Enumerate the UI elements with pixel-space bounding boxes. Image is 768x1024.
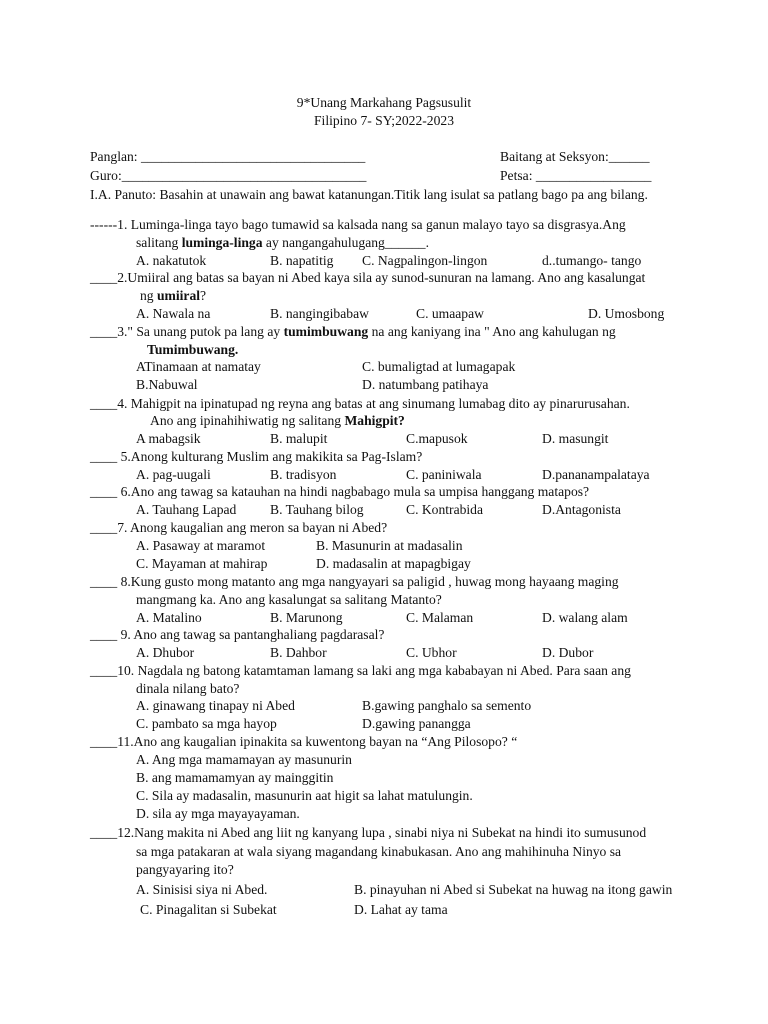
q1-choice-c: C. Nagpalingon-lingon bbox=[362, 253, 488, 268]
q9-choice-d: D. Dubor bbox=[542, 645, 594, 660]
q11-choice-d: D. sila ay mga mayayayaman. bbox=[136, 806, 300, 821]
q2-choice-c: C. umaapaw bbox=[416, 306, 484, 321]
q6-text: ____ 6.Ano ang tawag sa katauhan na hindi nagbabago mula sa umpisa hanggang matapos? bbox=[90, 484, 590, 499]
q8-choice-c: C. Malaman bbox=[406, 610, 474, 625]
q4-choice-b: B. malupit bbox=[270, 431, 328, 446]
q10-choice-a: A. ginawang tinapay ni Abed bbox=[136, 698, 295, 713]
q9-text: ____ 9. Ano ang tawag sa pantanghaliang pagdarasal? bbox=[90, 627, 385, 642]
q10-choice-d: D.gawing panangga bbox=[362, 716, 471, 731]
q3-choice-a: ATinamaan at namatay bbox=[136, 359, 261, 374]
q11-text: ____11.Ano ang kaugalian ipinakita sa kuwentong bayan na “Ang Pilosopo? “ bbox=[90, 734, 518, 749]
q12-choice-a: A. Sinisisi siya ni Abed. bbox=[136, 882, 268, 897]
q7-choice-c: C. Mayaman at mahirap bbox=[136, 556, 268, 571]
q4-text: ____4. Mahigpit na ipinatupad ng reyna ang batas at ang sinumang lumabag dito ay pinarurusahan. bbox=[90, 396, 630, 411]
q6-choice-a: A. Tauhang Lapad bbox=[136, 502, 237, 517]
q1-choice-b: B. napatitig bbox=[270, 253, 334, 268]
q1-choice-a: A. nakatutok bbox=[136, 253, 207, 268]
q11-choice-c: C. Sila ay madasalin, masunurin aat higit sa lahat matulungin. bbox=[136, 788, 473, 803]
q4-text-2: Ano ang ipinahihiwatig ng salitang Mahigpit? bbox=[150, 413, 405, 428]
q10-text-2: dinala nilang bato? bbox=[136, 681, 240, 696]
q12-text-3: pangyayaring ito? bbox=[136, 862, 234, 877]
q3-choice-d: D. natumbang patihaya bbox=[362, 377, 489, 392]
exam-subtitle: Filipino 7- SY;2022-2023 bbox=[314, 113, 454, 128]
q2-choice-b: B. nangingibabaw bbox=[270, 306, 369, 321]
q5-text: ____ 5.Anong kulturang Muslim ang makikita sa Pag-Islam? bbox=[90, 449, 423, 464]
q8-text-2: mangmang ka. Ano ang kasalungat sa salitang Matanto? bbox=[136, 592, 442, 607]
q3-choice-c: C. bumaligtad at lumagapak bbox=[362, 359, 516, 374]
teacher-field bbox=[90, 168, 366, 184]
q4-choice-d: D. masungit bbox=[542, 431, 609, 446]
q7-choice-b: B. Masunurin at madasalin bbox=[316, 538, 463, 553]
q12-text: ____12.Nang makita ni Abed ang liit ng kanyang lupa , sinabi niya ni Subekat na hindi ito sumusunod bbox=[90, 825, 647, 840]
q2-keyword: umiiral bbox=[157, 288, 201, 303]
q2-text-2: ng umiiral? bbox=[140, 288, 207, 303]
q12-text-2: sa mga patakaran at wala siyang magandang kinabukasan. Ano ang mahihinuha Ninyo sa bbox=[136, 844, 622, 859]
grade-label: Baitang at Seksyon: bbox=[500, 149, 609, 164]
q10-text: ____10. Nagdala ng batong katamtaman lamang sa laki ang mga kababayan ni Abed. Para saan ang bbox=[90, 663, 631, 678]
date-label: Petsa: bbox=[500, 168, 533, 183]
instructions: I.A. Panuto: Basahin at unawain ang bawat katanungan.Titik lang isulat sa patlang bago pa ang bilang. bbox=[90, 187, 648, 202]
grade-blank[interactable]: ______ bbox=[608, 149, 650, 164]
q9-choice-c: C. Ubhor bbox=[406, 645, 457, 660]
q9-choice-b: B. Dahbor bbox=[270, 645, 327, 660]
q8-choice-b: B. Marunong bbox=[270, 610, 343, 625]
q2-text: ____2.Umiiral ang batas sa bayan ni Abed kaya sila ay sunod-sunuran na lamang. Ano ang kasalungat bbox=[90, 270, 646, 285]
q7-choice-a: A. Pasaway at maramot bbox=[136, 538, 266, 553]
q5-choice-c: C. paniniwala bbox=[406, 467, 482, 482]
q9-choice-a: A. Dhubor bbox=[136, 645, 195, 660]
q1-choice-d: d..tumango- tango bbox=[542, 253, 642, 268]
date-blank[interactable]: _________________ bbox=[535, 168, 652, 183]
teacher-blank[interactable]: ____________________________________ bbox=[121, 168, 367, 183]
q2-choice-a: A. Nawala na bbox=[136, 306, 211, 321]
q6-choice-c: C. Kontrabida bbox=[406, 502, 484, 517]
q5-choice-b: B. tradisyon bbox=[270, 467, 337, 482]
name-field bbox=[90, 149, 365, 165]
q8-choice-a: A. Matalino bbox=[136, 610, 202, 625]
q1-text: ------1. Luminga-linga tayo bago tumawid sa kalsada nang sa ganun malayo tayo sa disgrasya.Ang bbox=[90, 217, 626, 232]
q1-text-2: salitang luminga-linga ay nangangahulugang______. bbox=[136, 235, 429, 250]
q6-choice-d: D.Antagonista bbox=[542, 502, 621, 517]
q8-choice-d: D. walang alam bbox=[542, 610, 628, 625]
date-field bbox=[500, 168, 651, 184]
name-label: Panglan: bbox=[90, 149, 138, 164]
q5-choice-a: A. pag-uugali bbox=[136, 467, 211, 482]
q3-keyword: tumimbuwang bbox=[283, 324, 369, 339]
q1-keyword: luminga-linga bbox=[181, 235, 263, 250]
q8-text: ____ 8.Kung gusto mong matanto ang mga nangyayari sa paligid , huwag mong hayaang maging bbox=[90, 574, 619, 589]
q6-choice-b: B. Tauhang bilog bbox=[270, 502, 364, 517]
q3-text: ____3." Sa unang putok pa lang ay tumimbuwang na ang kaniyang ina " Ano ang kahulugan ng bbox=[90, 324, 616, 339]
q12-choice-c: C. Pinagalitan si Subekat bbox=[140, 902, 277, 917]
q3-text-2: Tumimbuwang. bbox=[147, 342, 239, 357]
q10-choice-c: C. pambato sa mga hayop bbox=[136, 716, 277, 731]
q12-choice-d: D. Lahat ay tama bbox=[354, 902, 448, 917]
q4-choice-a: A mabagsik bbox=[136, 431, 201, 446]
q2-choice-d: D. Umosbong bbox=[588, 306, 665, 321]
grade-section-field bbox=[500, 149, 650, 165]
q12-choice-b: B. pinayuhan ni Abed si Subekat na huwag na itong gawin bbox=[354, 882, 673, 897]
q7-choice-d: D. madasalin at mapagbigay bbox=[316, 556, 471, 571]
q5-choice-d: D.pananampalataya bbox=[542, 467, 650, 482]
name-blank[interactable]: _________________________________ bbox=[140, 149, 366, 164]
q11-choice-a: A. Ang mga mamamayan ay masunurin bbox=[136, 752, 352, 767]
exam-title: 9*Unang Markahang Pagsusulit bbox=[296, 95, 472, 110]
q10-choice-b: B.gawing panghalo sa semento bbox=[362, 698, 532, 713]
q4-choice-c: C.mapusok bbox=[406, 431, 468, 446]
teacher-label: Guro: bbox=[90, 168, 122, 183]
q11-choice-b: B. ang mamamamyan ay mainggitin bbox=[136, 770, 334, 785]
q4-keyword: Mahigpit? bbox=[344, 413, 405, 428]
q3-choice-b: B.Nabuwal bbox=[136, 377, 198, 392]
q7-text: ____7. Anong kaugalian ang meron sa bayan ni Abed? bbox=[90, 520, 388, 535]
